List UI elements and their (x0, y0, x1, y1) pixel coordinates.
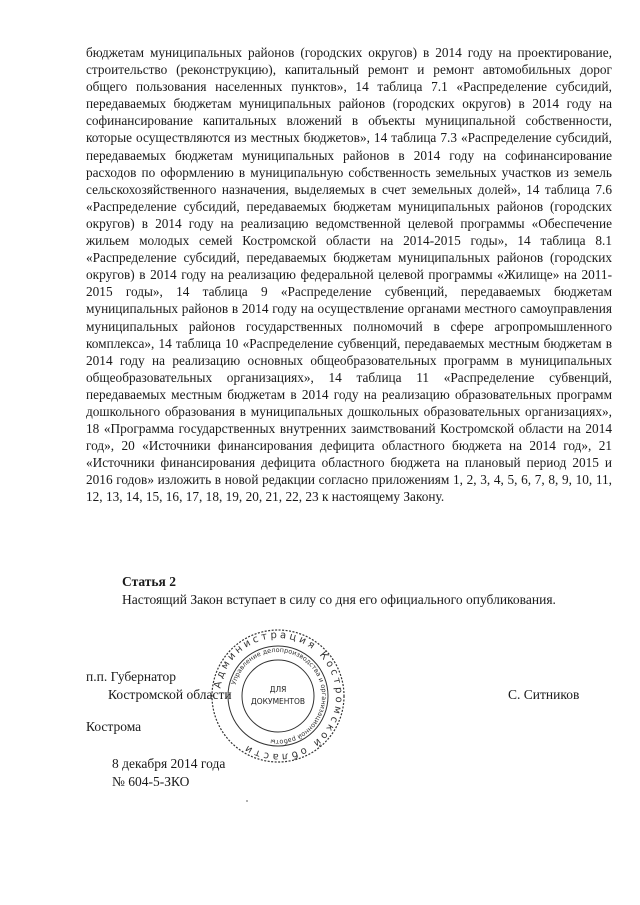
scan-speck (246, 800, 248, 802)
article-title: Статья 2 (122, 574, 176, 589)
document-city: Кострома (86, 719, 142, 734)
body-paragraph: бюджетам муниципальных районов (городских округов) в 2014 году на проектирование, строительство (реконструкцию), капитальный ремонт и ремонт автомобильных дорог общего пользования населенных пунктов», 14 таблица 7.1 «Распределение субсидий, передаваемых бюджетам муниципальных районов (городских округов) в 2014 году на софинансирование капитальных вложений в объекты муниципальной собственности, которые осуществляются из местных бюджетов», 14 таблица 7.3 «Распределение субсидий, передаваемых бюджетам муниципальных районов в 2014 году на софинансирование расходов по оформлению в муниципальную собственность земельных участков из земель сельскохозяйственного назначения, выделяемых в счет земельных долей», 14 таблица 7.6 «Распределение субсидий, передаваемых бюджетам муниципальных районов (городских округов) в 2014 году на реализацию ведомственной целевой программы «Обеспечение жильем молодых семей Костромской области на 2014-2015 годы», 14 таблица 8.1 «Распределение субсидий, передаваемых бюджетам муниципальных районов (городских округов) в 2014 году на реализацию федеральной целевой программы «Жилище» на 2011-2015 годы», 14 таблица 9 «Распределение субвенций, передаваемых бюджетам муниципальных районов в 2014 году на осуществление органами местного самоуправления муниципальных районов государственных полномочий в сфере агропромышленного комплекса», 14 таблица 10 «Распределение субвенций, передаваемых местным бюджетам в 2014 году на реализацию основных общеобразовательных программ в муниципальных общеобразовательных организациях», 14 таблица 11 «Распределение субвенций, передаваемых местным бюджетам в 2014 году на реализацию образовательных программ дошкольного образования в муниципальных дошкольных образовательных организациях», 18 «Программа государственных внутренних заимствований Костромской области на 2014 год», 20 «Источники финансирования дефицита областного бюджета на 2014 год», 21 «Источники финансирования дефицита областного бюджета на плановый период 2015 и 2016 годов» изложить в новой редакции согласно приложениям 1, 2, 3, 4, 5, 6, 7, 8, 9, 10, 11, 12, 13, 14, 15, 16, 17, 18, 19, 20, 21, 22, 23 к настоящему Закону. (86, 45, 612, 505)
signature-name: С. Ситников (508, 687, 580, 702)
official-seal-icon (210, 628, 346, 764)
signature-position: п.п. Губернатор (86, 669, 176, 684)
seal-center-line1: ДЛЯ (269, 685, 287, 694)
document-date: 8 декабря 2014 года (112, 756, 226, 771)
article-text: Настоящий Закон вступает в силу со дня его официального опубликования. (122, 592, 556, 607)
seal-inner-text: Управление делопроизводства и организационной работы (229, 645, 329, 747)
seal-center-line2: ДОКУМЕНТОВ (250, 697, 306, 706)
signature-region: Костромской области (108, 687, 232, 702)
seal-outer-text: Администрация Костромской области (212, 629, 345, 763)
document-number: № 604-5-ЗКО (112, 774, 190, 789)
